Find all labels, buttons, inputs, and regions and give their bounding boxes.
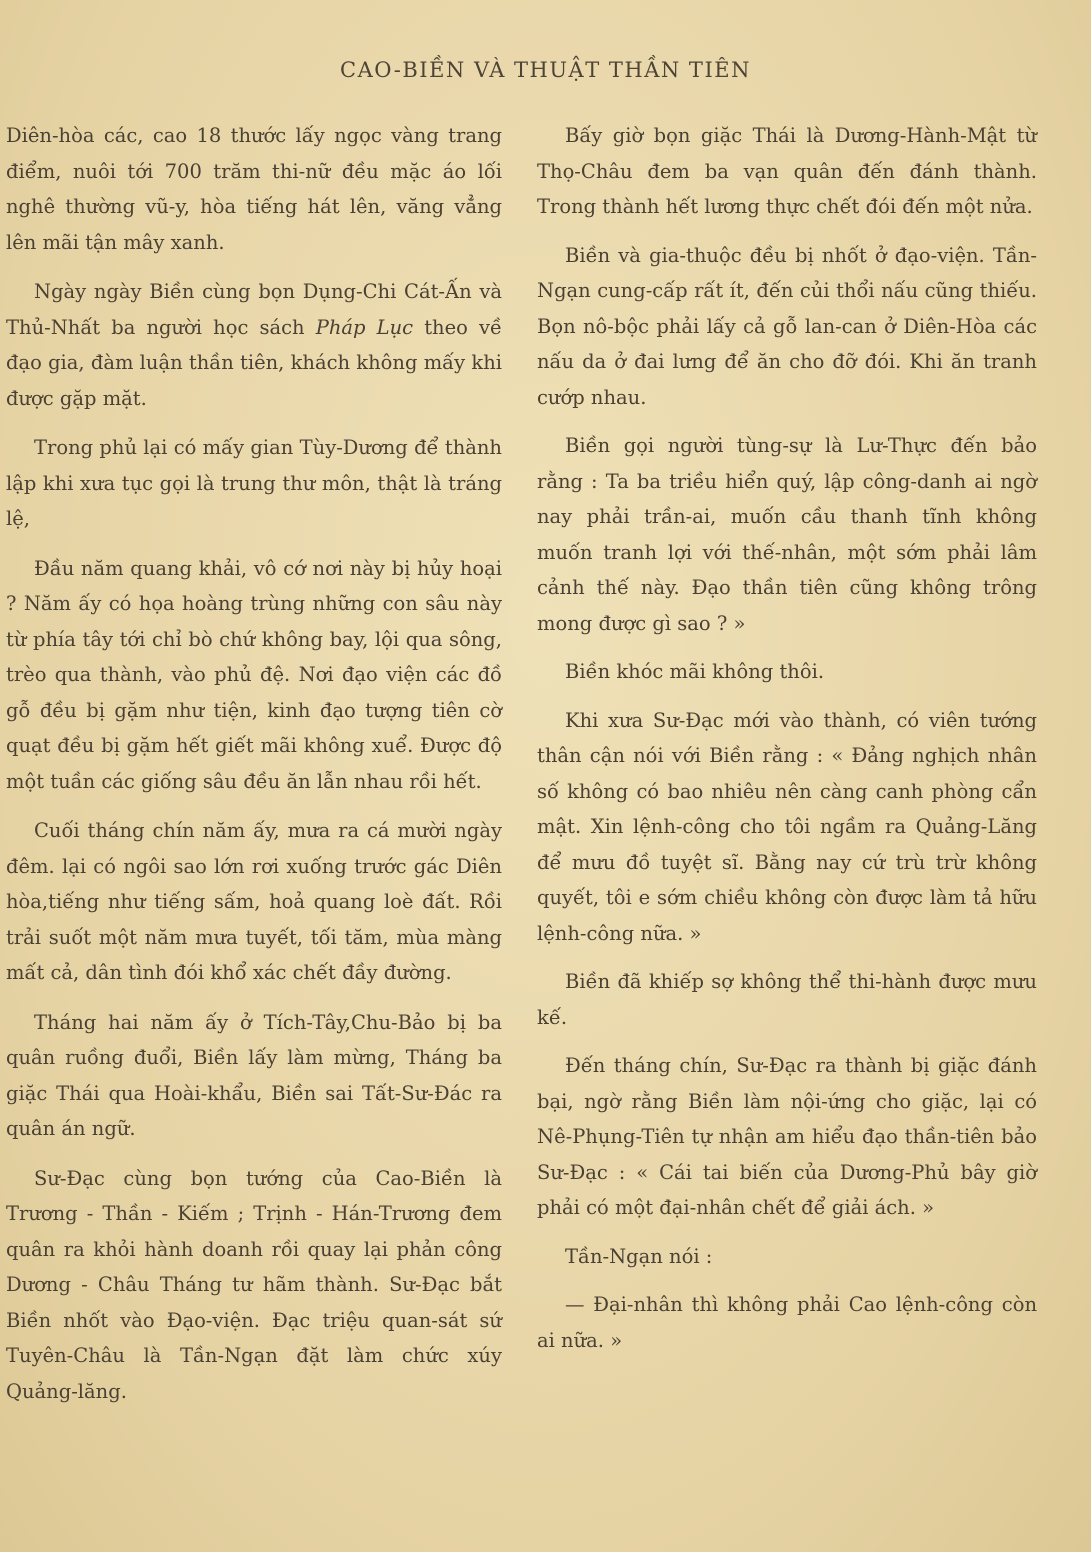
paragraph (6, 274, 502, 416)
text-span: Ngày ngày Biền cùng bọn Dụng-Chi Cát-Ấn và Thủ-Nhất ba người học sách (6, 280, 502, 339)
book-title: Pháp Lục (315, 315, 414, 339)
paragraph: Khi xưa Sư-Đạc mới vào thành, có viên tướng thân cận nói với Biền rằng : « Đảng nghịch nhân số không có bao nhiêu nên càng canh phòng cẩn mật. Xin lệnh-công cho tôi ngầm ra Quảng-Lăng để mưu đồ tuyệt sĩ. Bằng nay cứ trù trừ không quyết, tôi e sớm chiều không còn được làm tả hữu lệnh-công nữa. » (537, 708, 1037, 945)
paragraph: Sư-Đạc cùng bọn tướng của Cao-Biền là Trương - Thần - Kiếm ; Trịnh - Hán-Trương đem quân ra khỏi hành doanh rồi quay lại phản công Dương - Châu Tháng tư hãm thành. Sư-Đạc bắt Biền nhốt vào Đạo-viện. Đạc triệu quan-sát sứ Tuyên-Châu là Tần-Ngạn đặt làm chức xúy Quảng-lăng. (6, 1166, 502, 1403)
paragraph: Đầu năm quang khải, vô cớ nơi này bị hủy hoại ? Năm ấy có họa hoàng trùng những con sâu này từ phía tây tới chỉ bò chứ không bay, lội qua sông, trèo qua thành, vào phủ đệ. Nơi đạo viện các đồ gỗ đều bị gặm như tiện, kinh đạo tượng tiên cờ quạt đều bị gặm hết giết mãi không xuể. Được độ một tuần các giống sâu đều ăn lẫn nhau rồi hết. (6, 556, 502, 793)
paragraph: Đến tháng chín, Sư-Đạc ra thành bị giặc đánh bại, ngờ rằng Biền làm nội-ứng cho giặc, lại có Nê-Phụng-Tiên tự nhận am hiểu đạo thần-tiên bảo Sư-Đạc : « Cái tai biến của Dương-Phủ bây giờ phải có một đại-nhân chết để giải ách. » (537, 1054, 1037, 1219)
paragraph: Trong phủ lại có mấy gian Tùy-Dương để thành lập khi xưa tục gọi là trung thư môn, thật là tráng lệ, (6, 436, 502, 530)
left-column (6, 118, 502, 1423)
paragraph: Biền đã khiếp sợ không thể thi-hành được mưu kế. (537, 970, 1037, 1029)
paragraph: Biền khóc mãi không thôi. (565, 660, 825, 683)
paragraph: Biền và gia-thuộc đều bị nhốt ở đạo-viện. Tần-Ngạn cung-cấp rất ít, đến củi thổi nấu cũng thiếu. Bọn nô-bộc phải lấy cả gỗ lan-can ở Diên-Hòa các nấu da ở đai lưng để ăn cho đỡ đói. Khi ăn tranh cướp nhau. (537, 243, 1037, 409)
paragraph: — Đại-nhân thì không phải Cao lệnh-công còn ai nữa. » (537, 1293, 1037, 1352)
paragraph: Bấy giờ bọn giặc Thái là Dương-Hành-Mật từ Thọ-Châu đem ba vạn quân đến đánh thành. Trong thành hết lương thực chết đói đến một nửa. (537, 124, 1037, 218)
paragraph: Tháng hai năm ấy ở Tích-Tây,Chu-Bảo bị ba quân ruồng đuổi, Biền lấy làm mừng, Tháng ba giặc Thái qua Hoài-khẩu, Biền sai Tất-Sư-Đác ra quân án ngữ. (6, 1010, 502, 1140)
right-column (537, 118, 1037, 1371)
paragraph: Cuối tháng chín năm ấy, mưa ra cá mười ngày đêm. lại có ngôi sao lớn rơi xuống trước gác Diên hòa,tiếng như tiếng sấm, hoả quang loè đất. Rồi trải suốt một năm mưa tuyết, tối tăm, mùa màng mất cả, dân tình đói khổ xác chết đầy đường. (6, 819, 502, 984)
page-header: CAO-BIỀN VÀ THUẬT THẦN TIÊN (340, 58, 751, 82)
paragraph: Biền gọi người tùng-sự là Lư-Thực đến bảo rằng : Ta ba triều hiển quý, lập công-danh ai ngờ nay phải trần-ai, muốn cầu thanh tĩnh không muốn tranh lợi với thế-nhân, một sớm phải lâm cảnh thế này. Đạo thần tiên cũng không trông mong được gì sao ? » (537, 434, 1037, 635)
paragraph: Diên-hòa các, cao 18 thước lấy ngọc vàng trang điểm, nuôi tới 700 trăm thi-nữ đều mặc áo lối nghê thường vũ-y, hòa tiếng hát lên, văng vẳng lên mãi tận mây xanh. (6, 124, 502, 254)
paragraph: Tần-Ngạn nói : (565, 1244, 713, 1268)
text-span: theo về đạo gia, đàm luận thần tiên, khách không mấy khi được gặp mặt. (6, 315, 502, 410)
